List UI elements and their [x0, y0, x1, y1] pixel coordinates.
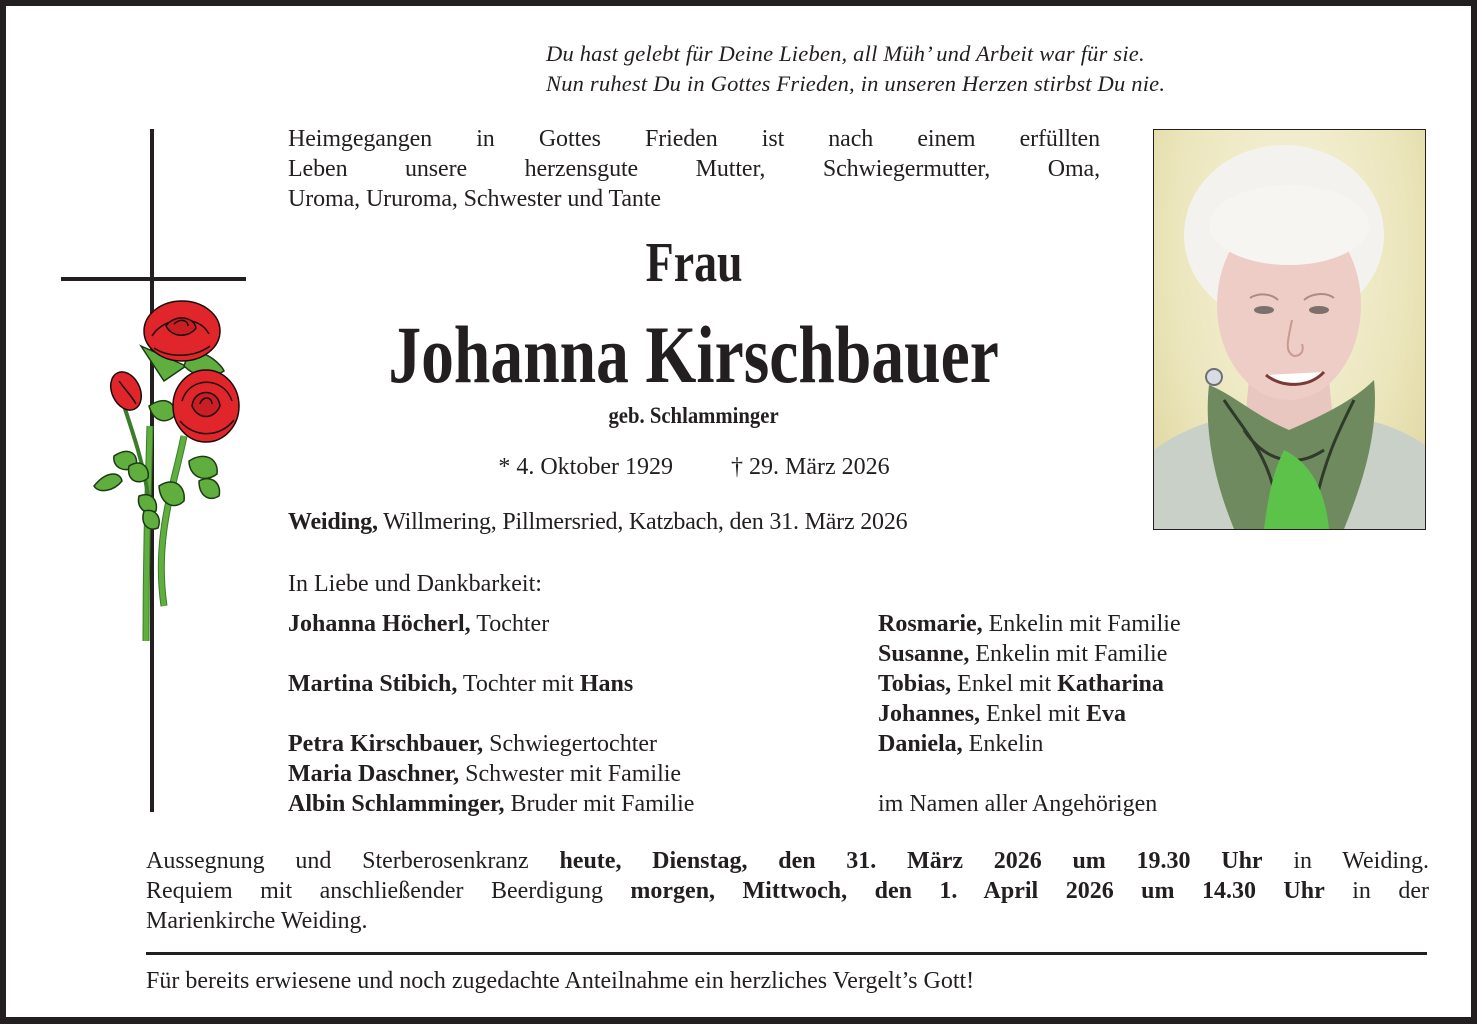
event-location: Marienkirche Weiding.: [146, 908, 368, 934]
maiden-name-text: geb. Schlamminger: [608, 403, 780, 428]
mourner-entry: Albin Schlamminger, Bruder mit Familie: [288, 791, 695, 817]
intro-line-1: Heimgegangen in Gottes Frieden ist nach einem erfüllten: [288, 126, 1100, 152]
place-rest: Willmering, Pillmersried, Katzbach, den 31. März 2026: [377, 509, 908, 535]
motto: [546, 39, 1165, 99]
mourners-intro: In Liebe und Dankbarkeit:: [288, 571, 542, 597]
death-date: † 29. März 2026: [731, 454, 890, 480]
mourners-left: [288, 609, 694, 819]
mourner-entry: Daniela, Enkelin: [878, 731, 1044, 757]
mourner-entry: Johannes, Enkel mit Eva: [878, 701, 1127, 727]
mourner-spacer: [878, 759, 1181, 789]
mourner-closing: im Namen aller Angehörigen: [878, 791, 1158, 817]
mourner-entry: Rosmarie, Enkelin mit Familie: [878, 611, 1181, 637]
mourner-entry: Susanne, Enkelin mit Familie: [878, 641, 1168, 667]
event-requiem: Requiem mit anschließender Beerdigung morgen, Mittwoch, den 1. April 2026 um 14.30 Uhr in der: [146, 878, 1429, 904]
mourner-entry: Petra Kirschbauer, Schwiegertochter: [288, 731, 658, 757]
mourner-entry: Maria Daschner, Schwester mit Familie: [288, 761, 682, 787]
funeral-events: [146, 846, 1429, 936]
salutation-text: Frau: [645, 232, 743, 294]
mourner-spacer: [288, 699, 694, 729]
portrait-photo: [1153, 129, 1426, 530]
maiden-name: [288, 401, 1100, 431]
mourner-entry: Martina Stibich, Tochter mit Hans: [288, 671, 634, 697]
deceased-name: [288, 309, 1100, 401]
deceased-name-text: Johanna Kirschbauer: [388, 309, 1000, 400]
mourner-entry: Tobias, Enkel mit Katharina: [878, 671, 1164, 697]
intro-text: [288, 124, 1100, 214]
portrait-illustration: [1154, 130, 1425, 529]
place-date: [288, 507, 907, 537]
intro-line-2: Leben unsere herzensgute Mutter, Schwiegermutter, Oma,: [288, 156, 1100, 182]
thanks-line: Für bereits erwiesene und noch zugedachte Anteilnahme ein herzliches Vergelt’s Gott!: [146, 968, 975, 994]
motto-line-1: Du hast gelebt für Deine Lieben, all Müh’ und Arbeit war für sie.: [546, 41, 1145, 66]
motto-line-2: Nun ruhest Du in Gottes Frieden, in unseren Herzen stirbst Du nie.: [546, 71, 1166, 96]
birth-date: * 4. Oktober 1929: [498, 454, 673, 480]
mourner-entry: Johanna Höcherl, Tochter: [288, 611, 550, 637]
divider: [146, 952, 1427, 955]
life-dates: [288, 452, 1100, 482]
mourners-right: [878, 609, 1181, 819]
roses-icon: [84, 296, 249, 646]
mourner-spacer: [288, 639, 694, 669]
cross-icon-horizontal: [61, 277, 246, 281]
salutation: [288, 231, 1100, 295]
place-main: Weiding,: [288, 509, 378, 535]
intro-line-3: Uroma, Ururoma, Schwester und Tante: [288, 186, 661, 212]
event-rosary: Aussegnung und Sterberosenkranz heute, Dienstag, den 31. März 2026 um 19.30 Uhr in Weiding.: [146, 848, 1430, 874]
